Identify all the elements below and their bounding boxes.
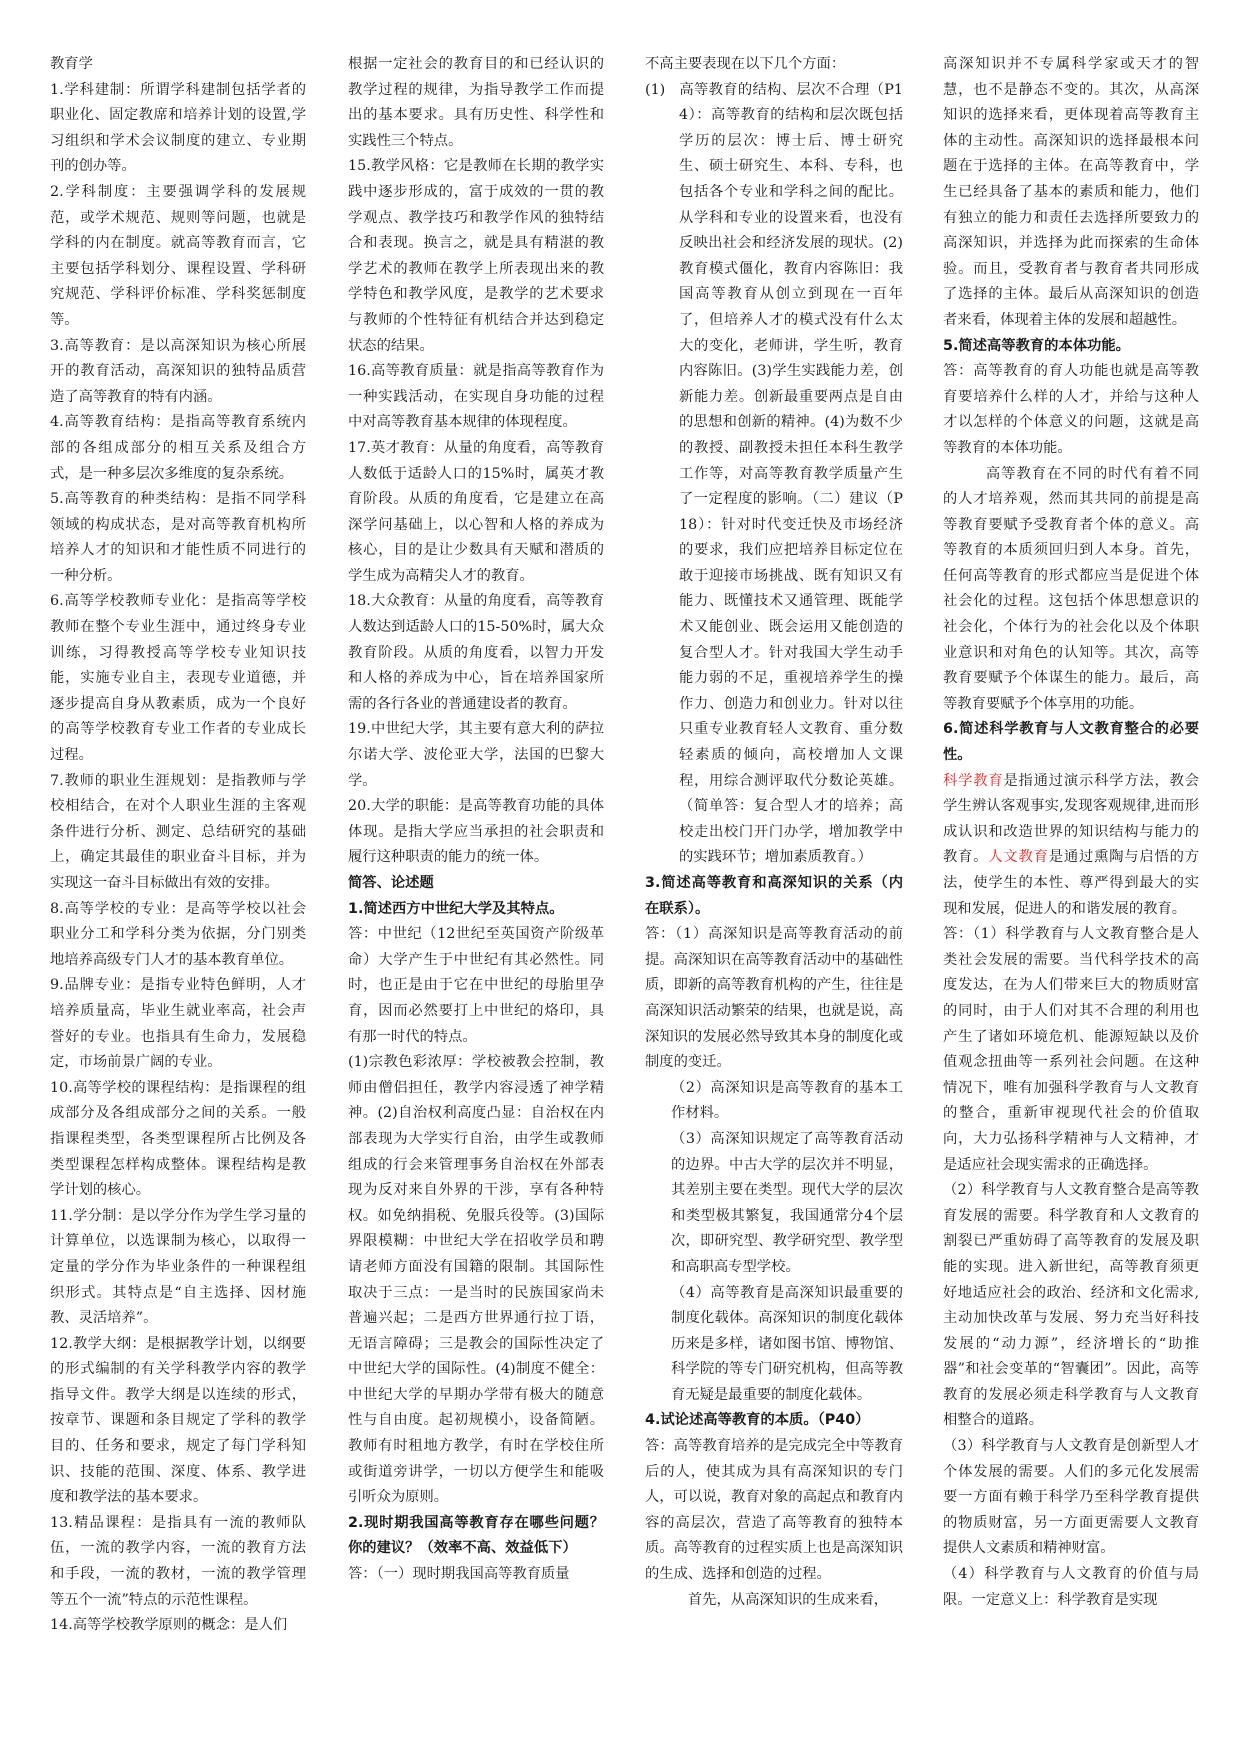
term-science-education: 科学教育 (943, 772, 1004, 789)
term-def-14-start: 14.高等学校教学原则的概念：是人们 (50, 1617, 288, 1634)
answer-5-part-2: 高等教育在不同的时代有着不同的人才培养观，然而其共同的前提是高等教育要赋予受教育者个体的意义。高等教育的本质须回归到人本身。首先，任何高等教育的形式都应当是促进个体社会化的过程。这包括个体思想意识的社会化，个体行为的社会化以及个体职业意识和对角色的认知等。其次，高等教育要赋予个体谋生的能力。最后，高等教育要赋予个体享用的功能。 (943, 465, 1199, 712)
term-def-11: 11.学分制：是以学分作为学生学习量的计算单位，以选课制为核心，以取得一定量的学分作为毕业条件的一种课程组织形式。其特点是“自主选择、因材施教、灵活培养”。 (50, 1207, 306, 1327)
column-3 (645, 52, 903, 1752)
term-def-4: 4.高等教育结构：是指高等教育系统内部的各组成部分的相互关系及组合方式，是一种多层次多维度的复杂系统。 (50, 414, 306, 482)
term-def-8: 8.高等学校的专业：是高等学校以社会职业分工和学科分类为依据，分门别类地培养高级专门人才的基本教育单位。 (50, 900, 306, 968)
question-4: 4.试论述高等教育的本质。（P40） (645, 1412, 870, 1429)
answer-2-start: 答：（一）现时期我国高等教育质量 (348, 1566, 570, 1583)
section-heading: 简答、论述题 (348, 875, 434, 891)
answer-1-points: (1)宗教色彩浓厚：学校被教会控制，教师由僧侣担任，教学内容浸透了神学精神。(2)自治权利高度凸显：自治权在内部表现为大学实行自治，由学生或教师组成的行会来管理事务自治权在外部表现为反对来自外界的干涉，享有各种特权。如免纳捐税、免服兵役等。(3)国际界限模糊：中世纪大学在招收学员和聘请老师方面没有国籍的限制。其国际性取决于三点：一是当时的民族国家尚未普遍兴起；二是西方世界通行拉丁语，无语言障碍；三是教会的国际性决定了中世纪大学的国际性。(4)制度不健全：中世纪大学的早期办学带有极大的随意性与自由度。起初规模小，设备简陋。教师有时租地方教学，有时在学校住所或街道旁讲学，一切以方便学生和能吸引听众为原则。 (348, 1054, 604, 1506)
column-4 (943, 52, 1199, 1752)
answer-5-part-1: 答：高等教育的育人功能也就是高等教育要培养什么样的人才，并给与这种人才以怎样的个体意义的问题，这就是高等教育的本体功能。 (943, 363, 1199, 456)
term-def-3: 3.高等教育：是以高深知识为核心所展开的教育活动，高深知识的独特品质营造了高等教育的特有内涵。 (50, 337, 306, 405)
term-def-18: 18.大众教育：从量的角度看，高等教育人数达到适龄人口的15-50%时，属大众教育阶段。从质的角度看，以智力开发和人格的养成为中心，旨在培养国家所需的各行各业的普通建设者的教育。 (348, 593, 604, 712)
item-number: (1) (645, 81, 666, 98)
answer-1-intro: 答：中世纪（12世纪至英国资产阶级革命）大学产生于中世纪有其必然性。同时，也正是由于它在中世纪的母胎里孕育，因而必然要打上中世纪的烙印，具有那一时代的特点。 (348, 926, 604, 1045)
term-def-20: 20.大学的职能：是高等教育功能的具体体现。是指大学应当承担的社会职责和履行这种职责的能力的统一体。 (348, 798, 604, 866)
question-5: 5.简述高等教育的本体功能。 (943, 337, 1130, 354)
term-def-15: 15.教学风格：它是教师在长期的教学实践中逐步形成的，富于成效的一贯的教学观点、教学技巧和教学作风的独特结合和表现。换言之，就是具有精湛的教学艺术的教师在教学上所表现出来的教学特色和教学风度，是教学的艺术要求与教师的个性特征有机结合并达到稳定状态的结果。 (348, 158, 604, 354)
term-def-7: 7.教师的职业生涯规划：是指教师与学校相结合，在对个人职业生涯的主客观条件进行分析、测定、总结研究的基础上，确定其最佳的职业奋斗目标，并为实现这一奋斗目标做出有效的安排。 (50, 772, 306, 891)
question-6: 6.简述科学教育与人文教育整合的必要性。 (943, 721, 1199, 764)
answer-6-part-3: （3）科学教育与人文教育是创新型人才个体发展的需要。人们的多元化发展需要一方面有赖于科学乃至科学教育提供的物质财富，另一方面更需要人文教育提供人文素质和精神财富。 (943, 1438, 1199, 1557)
column-2 (348, 52, 604, 1752)
column-1 (50, 52, 306, 1752)
answer-3-part-4: （4）高等教育是高深知识最重要的制度化载体。高深知识的制度化载体历来是多样，诸如图书馆、博物馆、科学院的等专门研究机构，但高等教育无疑是最重要的制度化载体。 (671, 1284, 903, 1403)
term-def-5: 5.高等教育的种类结构：是指不同学科领域的构成状态，是对高等教育机构所培养人才的知识和才能性质不同进行的一种分析。 (50, 491, 306, 584)
term-def-13: 13.精品课程：是指具有一流的教师队伍，一流的教学内容，一流的教育方法和手段，一流的教材，一流的教学管理等五个一流”特点的示范性课程。 (50, 1514, 306, 1608)
term-def-19: 19.中世纪大学，其主要有意大利的萨拉尔诺大学、波伦亚大学，法国的巴黎大学。 (348, 721, 604, 789)
question-1: 1.简述西方中世纪大学及其特点。 (348, 900, 564, 917)
answer-4-end: 高深知识并不专属科学家或天才的智慧，也不是静态不变的。其次，从高深知识的选择来看，更体现着高等教育主体的主动性。高深知识的选择最根本问题在于选择的主体。在高等教育中，学生已经具备了基本的素质和能力，他们有独立的能力和责任去选择所要致力的高深知识，并选择为此而探索的生命体验。而且，受教育者与教育者共同形成了选择的主体。最后从高深知识的创造者来看，体现着主体的发展和超越性。 (943, 56, 1199, 328)
science-education-text: 是指通过演示科学方法，教会学生辨认客观事实,发现客观规律,进而形成认识和改造世界的知识结构与能力的教育。 (943, 772, 1199, 866)
item-text: 高等教育的结构、层次不合理（P14）：高等教育的结构和层次既包括学历的层次：博士后、博士研究生、硕士研究生、本科、专科，也包括各个专业和学科之间的配比。从学科和专业的设置来看，也没有反映出社会和经济发展的现状。(2)教育模式僵化，教育内容陈旧：我国高等教育从创立到现在一百年了，但培养人才的模式没有什么太大的变化，老师讲，学生听，教育内容陈旧。(3)学生实践能力差，创新能力差。创新最重要两点是自由的思想和创新的精神。(4)为数不少的教授、副教授未担任本科生教学工作等，对高等教育教学质量产生了一定程度的影响。（二）建议（P18）：针对时代变迁快及市场经济的要求，我们应把培养目标定位在敢于迎接市场挑战、既有知识又有能力、既懂技术又通管理、既能学术又能创业、既会运用又能创造的复合型人才。针对我国大学生动手能力弱的不足，重视培养学生的操作力、创造力和创业力。针对以往只重专业教育轻人文教育、重分数轻素质的倾向，高校增加人文课程，用综合测评取代分数论英雄。（简单答：复合型人才的培养；高校走出校门开门办学，增加教学中的实践环节；增加素质教育。） (679, 81, 903, 866)
term-humanities-education: 人文教育 (988, 849, 1049, 866)
answer-2-intro: 不高主要表现在以下几个方面： (645, 56, 846, 72)
term-def-12: 12.教学大纲：是根据教学计划，以纲要的形式编制的有关学科教学内容的教学指导文件。教学大纲是以连续的形式，按章节、课题和条目规定了学科的教学目的、任务和要求，规定了每门学科知识、技能的范围、深度、体系、教学进度和教学法的基本要求。 (50, 1335, 306, 1506)
term-def-1: 1.学科建制：所谓学科建制包括学者的职业化、固定教席和培养计划的设置,学习组织和学术会议制度的建立、专业期刊的创办等。 (50, 81, 306, 175)
answer-4-cont: 首先，从高深知识的生成来看， (687, 1591, 889, 1608)
term-def-9: 9.品牌专业：是指专业特色鲜明，人才培养质量高，毕业生就业率高，社会声誉好的专业。也指具有生命力，发展稳定，市场前景广阔的专业。 (50, 977, 306, 1071)
term-def-17: 17.英才教育：从量的角度看，高等教育人数低于适龄人口的15%时，属英才教育阶段。从质的角度看，它是建立在高深学问基础上，以心智和人格的养成为核心，目的是让少数具有天赋和潜质的学生成为高精尖人才的教育。 (348, 439, 604, 584)
doc-title: 教育学 (50, 56, 93, 72)
term-def-16: 16.高等教育质量：就是指高等教育作为一种实践活动，在实现自身功能的过程中对高等教育基本规律的体现程度。 (348, 363, 604, 431)
answer-6-part-4: （4）科学教育与人文教育的价值与局限。一定意义上：科学教育是实现 (943, 1566, 1199, 1608)
humanities-education-text: 是通过熏陶与启悟的方法，使学生的本性、尊严得到最大的实现和发展，促进人的和谐发展的教育。 (943, 849, 1199, 917)
term-def-6: 6.高等学校教师专业化：是指高等学校教师在整个专业生涯中，通过终身专业训练，习得教授高等学校专业知识技能，实施专业自主，表现专业道德，并逐步提高自身从教素质，成为一个良好的高等学校教育专业工作者的专业成长过程。 (50, 593, 306, 764)
answer-6-part-1: 答：（1）科学教育与人文教育整合是人类社会发展的需要。当代科学技术的高度发达，在为人们带来巨大的物质财富的同时，由于人们对其不合理的利用也产生了诸如环境危机、能源短缺以及价值观念扭曲等一系列社会问题。在这种情况下，唯有加强科学教育与人文教育的整合，重新审视现代社会的价值取向，大力弘扬科学精神与人文精神，才是适应社会现实需求的正确选择。 (943, 926, 1199, 1173)
question-3: 3.简述高等教育和高深知识的关系（内在联系）。 (645, 875, 903, 917)
definition-science-education (943, 769, 1199, 923)
term-def-10: 10.高等学校的课程结构：是指课程的组成部分及各组成部分之间的关系。一般指课程类型，各类型课程所占比例及各类型课程怎样构成整体。课程结构是教学计划的核心。 (50, 1079, 306, 1199)
answer-2-item-1 (645, 78, 903, 871)
answer-6-part-2: （2）科学教育与人文教育整合是高等教育发展的需要。科学教育和人文教育的割裂已严重妨碍了高等教育的发展及职能的实现。进入新世纪，高等教育须更好地适应社会的政治、经济和文化需求,主动加快改革与发展、努力充当好科技发展的“动力源”，经济增长的“助推器”和社会变革的“智囊团”。因此，高等教育的发展必须走科学教育与人文教育相整合的道路。 (943, 1182, 1199, 1429)
answer-3-part-3: （3）高深知识规定了高等教育活动的边界。中古大学的层次并不明显，其差别主要在类型。现代大学的层次和类型极其繁复，我国通常分4个层次，即研究型、教学研究型、教学型和高职高专型学校。 (671, 1130, 903, 1275)
answer-3-part-2: （2）高深知识是高等教育的基本工作材料。 (671, 1079, 903, 1122)
term-def-2: 2.学科制度：主要强调学科的发展规范，或学术规范、规则等问题，也就是学科的内在制度。就高等教育而言，它主要包括学科划分、课程设置、学科研究规范、学科评价标准、学科奖惩制度等。 (50, 183, 306, 328)
answer-4: 答：高等教育培养的是完成完全中等教育后的人，使其成为具有高深知识的专门人，可以说，教育对象的高起点和教育内容的高层次，营造了高等教育的独特本质。高等教育的过程实质上也是高深知识的生成、选择和创造的过程。 (645, 1438, 903, 1583)
term-def-14-cont: 根据一定社会的教育目的和已经认识的教学过程的规律，为指导教学工作而提出的基本要求。具有历史性、科学性和实践性三个特点。 (348, 56, 604, 149)
answer-3-part-1: 答：（1）高深知识是高等教育活动的前提。高深知识在高等教育活动中的基础性质，即新的高等教育机构的产生，往往是高深知识活动繁荣的结果，也就是说，高深知识的发展必然导致其本身的制度化或制度的变迁。 (645, 926, 903, 1071)
question-2: 2.现时期我国高等教育存在哪些问题？你的建议？（效率不高、效益低下） (348, 1514, 604, 1557)
